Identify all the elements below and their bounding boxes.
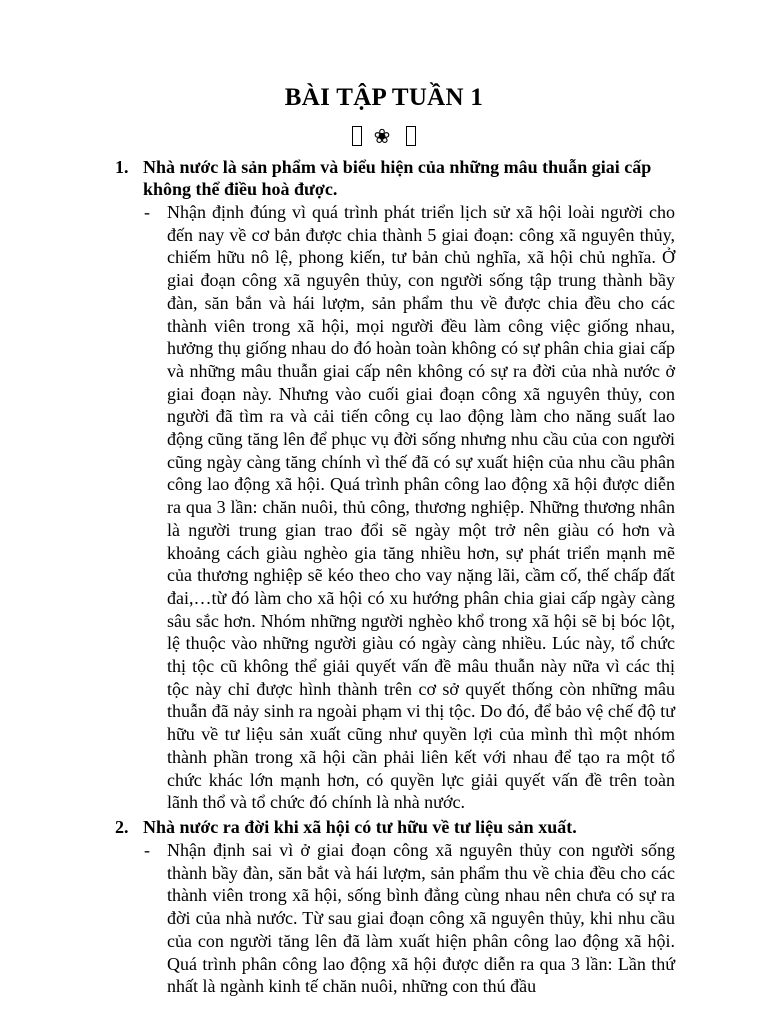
bullet-dash: - — [144, 839, 150, 860]
title-ornament — [0, 124, 768, 148]
answer-item — [144, 201, 675, 814]
question-text: Nhà nước là sản phẩm và biểu hiện của những mâu thuẫn giai cấp không thể điều hoà được. — [143, 157, 652, 199]
question-item — [115, 816, 655, 838]
answer-text: Nhận định đúng vì quá trình phát triển lịch sử xã hội loài người cho đến nay về cơ bản được chia thành 5 giai đoạn: công xã nguyên thủy, chiếm hữu nô lệ, phong kiến, tư bản chủ nghĩa, xã hội chủ nghĩa. Ở giai đoạn công xã nguyên thủy, con người sống tập trung thành bầy đàn, săn bắn và hái lượm, sản phẩm thu về được chia đều cho các thành viên trong xã hội, mọi người đều làm công việc giống nhau, hưởng thụ giống nhau do đó hoàn toàn không có sự phân chia giai cấp và những mâu thuẫn giai cấp nên không có sự ra đời của nhà nước ở giai đoạn này. Nhưng vào cuối giai đoạn công xã nguyên thủy, con người đã tìm ra và cải tiến công cụ lao động làm cho năng suất lao động cũng tăng lên để phục vụ đời sống nhưng nhu cầu của con người cũng ngày càng tăng chính vì thế đã có sự xuất hiện của nhu cầu phân công lao động xã hội. Quá trình phân công lao động xã hội được diễn ra qua 3 lần: chăn nuôi, thủ công, thương nghiệp. Những thương nhân là người trung gian trao đổi sẽ ngày một trở nên giàu có hơn và khoảng cách giàu nghèo gia tăng nhiều hơn, sự phát triển mạnh mẽ của thương nghiệp sẽ kéo theo cho vay nặng lãi, cầm cố, thế chấp đất đai,…từ đó làm cho xã hội có xu hướng phân chia giai cấp ngày càng sâu sắc hơn. Nhóm những người nghèo khổ trong xã hội sẽ bị bóc lột, lệ thuộc vào những người giàu có ngày càng nhiều. Lúc này, tổ chức thị tộc cũ không thể giải quyết vấn đề mâu thuẫn này nữa vì các thị tộc này chỉ được hình thành trên cơ sở quyết thống còn những mâu thuẫn đã nảy sinh ra ngoài phạm vi thị tộc. Do đó, để bảo vệ chế độ tư hữu về tư liệu sản xuất cũng như quyền lợi của mình thì một nhóm thành phần trong xã hội cần phải liên kết với nhau để tạo ra một tổ chức khác lớn mạnh hơn, có quyền lực giải quyết vấn đề trên toàn lãnh thổ và tổ chức đó chính là nhà nước. — [167, 202, 675, 813]
box-icon — [406, 126, 416, 146]
document-title: BÀI TẬP TUẦN 1 — [284, 84, 484, 111]
question-number: 2. — [115, 816, 129, 837]
flower-icon: ❀ — [373, 124, 395, 149]
box-icon — [352, 126, 362, 146]
bullet-dash: - — [144, 202, 150, 222]
answer-item — [144, 839, 675, 998]
question-item — [115, 156, 655, 200]
answer-text: Nhận định sai vì ở giai đoạn công xã nguyên thủy con người sống thành bầy đàn, săn bắt và hái lượm, sản phẩm thu về chia đều cho các thành viên trong xã hội, sống bình đẳng cùng nhau nên chưa có sự ra đời của nhà nước. Từ sau giai đoạn công xã nguyên thủy, khi nhu cầu của con người tăng lên đã làm xuất hiện phân công lao động xã hội. Quá trình phân công lao động xã hội được diễn ra qua 3 lần: Lần thứ nhất là ngành kinh tế chăn nuôi, những con thú đầu — [167, 839, 675, 997]
document-body — [0, 156, 768, 998]
question-number: 1. — [115, 157, 129, 177]
question-text: Nhà nước ra đời khi xã hội có tư hữu về tư liệu sản xuất. — [143, 816, 577, 837]
